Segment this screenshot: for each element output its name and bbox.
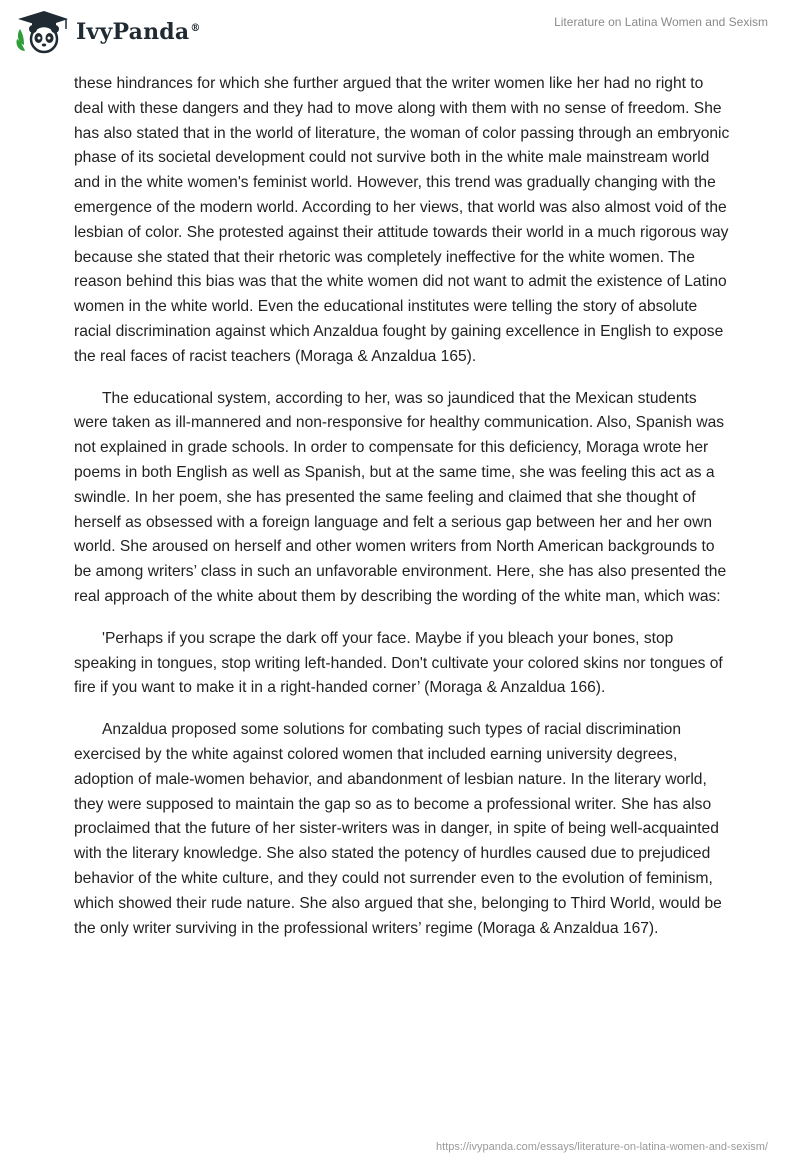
paragraph-2: The educational system, according to her, was so jaundiced that the Mexican students were taken as ill-mannered and non-responsive for healthy communication. Also, Spanish was not explained in grade schools. In order to compensate for this deficiency, Moraga wrote her poems in both English as well as Spanish, but at the same time, she was feeling this act as a swindle. In her poem, she has presented the same feeling and claimed that she thought of herself as obsessed with a foreign language and felt a serious gap between her and her own world. She aroused on herself and other women writers from North American backgrounds to be among writers’ class in such an unfavorable environment. Here, she has also presented the real approach of the white about them by describing the wording of the white man, which was: bbox=[74, 389, 727, 605]
trademark-symbol: ® bbox=[190, 22, 201, 34]
article-body bbox=[74, 72, 730, 958]
document-title: Literature on Latina Women and Sexism bbox=[554, 15, 768, 29]
paragraph-4: Anzaldua proposed some solutions for combating such types of racial discrimination exercised by the white against colored women that included earning university degrees, adoption of male-women behavior, and abandonment of lesbian nature. In the literary world, they were supposed to maintain the gap so as to become a professional writer. She has also proclaimed that the future of her sister-writers was in danger, in spite of being well-acquainted with the literary knowledge. She also stated the potency of hurdles caused due to prejudiced behavior of the white culture, and they could not surrender even to the evolution of feminism, which showed their rude nature. She also argued that she, belonging to Third World, would be the only writer surviving in the professional writers’ regime (Moraga & Anzaldua 167). bbox=[74, 721, 722, 937]
brand-logo-link[interactable] bbox=[14, 6, 201, 58]
paragraph-1: these hindrances for which she further argued that the writer women like her had no right to deal with these dangers and they had to move along with them with no sense of freedom. She has also stated that in the world of literature, the woman of color passing through an embryonic phase of its societal development could not survive both in the white male mainstream world and in the white women's feminist world. However, this trend was gradually changing with the emergence of the modern world. According to her views, that world was also almost void of the lesbian of color. She protested against their attitude towards their world in a much rigorous way because she stated that their rhetoric was completely ineffective for the white women. The reason behind this bias was that the white women did not want to admit the existence of Latino women in the white world. Even the educational institutes were telling the story of absolute racial discrimination against which Anzaldua fought by gaining excellence in English to expose the real faces of racist teachers (Moraga & Anzaldua 165). bbox=[74, 75, 730, 365]
panda-logo-icon bbox=[14, 9, 70, 55]
brand-name: IvyPanda® bbox=[76, 19, 201, 45]
page-header bbox=[0, 0, 800, 62]
footer-url: https://ivypanda.com/essays/literature-on-latina-women-and-sexism/ bbox=[436, 1141, 768, 1153]
quote-paragraph: 'Perhaps if you scrape the dark off your face. Maybe if you bleach your bones, stop speaking in tongues, stop writing left-handed. Don't cultivate your colored skins nor tongues of fire if you want to make it in a right-handed corner’ (Moraga & Anzaldua 166). bbox=[74, 629, 723, 697]
